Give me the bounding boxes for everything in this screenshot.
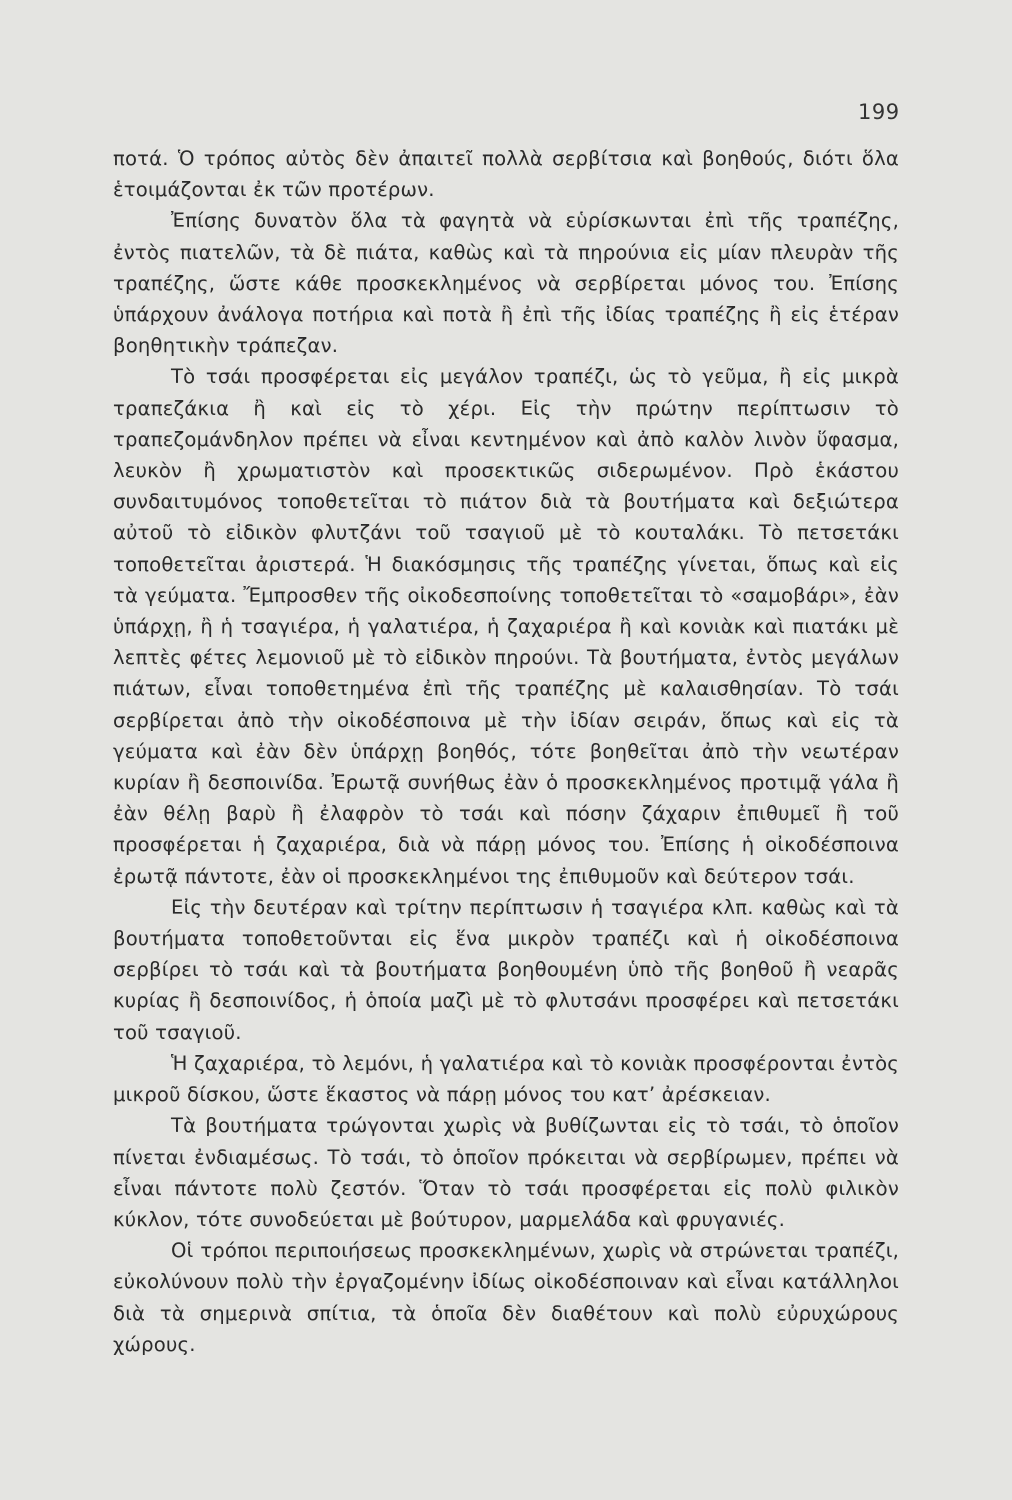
page-number: 199 xyxy=(858,100,900,124)
paragraph-1: ποτά. Ὁ τρόπος αὐτὸς δὲν ἀπαιτεῖ πολλὰ σερβίτσια καὶ βοηθούς, διότι ὅλα ἑτοιμάζονται ἐκ τῶν προτέρων. xyxy=(113,147,899,202)
paragraph-2: Ἐπίσης δυνατὸν ὅλα τὰ φαγητὰ νὰ εὑρίσκωνται ἐπὶ τῆς τραπέζης, ἐντὸς πιατελῶν, τὰ δὲ πιάτα, καθὼς καὶ τὰ πηρούνια εἰς μίαν πλευρὰν τῆς τραπέζης, ὥστε κάθε προσκεκλημένος νὰ σερβίρεται μόνος του. Ἐπίσης ὑπάρχουν ἀνάλογα ποτήρια καὶ ποτὰ ἢ ἐπὶ τῆς ἰδίας τραπέζης ἢ εἰς ἑτέραν βοηθητικὴν τράπεζαν. xyxy=(113,209,899,358)
paragraph-5: Ἡ ζαχαριέρα, τὸ λεμόνι, ἡ γαλατιέρα καὶ τὸ κονιὰκ προσφέρονται ἐντὸς μικροῦ δίσκου, ὥστε ἕκαστος νὰ πάρῃ μόνος του κατ’ ἀρέσκειαν. xyxy=(113,1051,899,1107)
body-text xyxy=(113,143,899,1360)
paragraph-3: Τὸ τσάι προσφέρεται εἰς μεγάλον τραπέζι, ὡς τὸ γεῦμα, ἢ εἰς μικρὰ τραπεζάκια ἢ καὶ εἰς τὸ χέρι. Εἰς τὴν πρώτην περίπτωσιν τὸ τραπεζομάνδηλον πρέπει νὰ εἶναι κεντημένον καὶ ἀπὸ καλὸν λινὸν ὕφασμα, λευκὸν ἢ χρωματιστὸν καὶ προσεκτικῶς σιδερωμένον. Πρὸ ἑκάστου συνδαιτυμόνος τοποθετεῖται τὸ πιάτον διὰ τὰ βουτήματα καὶ δεξιώτερα αὐτοῦ τὸ εἰδικὸν φλυτζάνι τοῦ τσαγιοῦ μὲ τὸ κουταλάκι. Τὸ πετσετάκι τοποθετεῖται ἀριστερά. Ἡ διακόσμησις τῆς τραπέζης γίνεται, ὅπως καὶ εἰς τὰ γεύματα. Ἔμπροσθεν τῆς οἰκοδεσποίνης τοποθετεῖται τὸ «σαμοβάρι», ἐὰν ὑπάρχῃ, ἢ ἡ τσαγιέρα, ἡ γαλατιέρα, ἡ ζαχαριέρα ἢ καὶ κονιὰκ καὶ πιατάκι μὲ λεπτὲς φέτες λεμονιοῦ μὲ τὸ εἰδικὸν πηρούνι. Τὰ βουτήματα, ἐντὸς μεγάλων πιάτων, εἶναι τοποθετημένα ἐπὶ τῆς τραπέζης μὲ καλαισθησίαν. Τὸ τσάι σερβίρεται ἀπὸ τὴν οἰκοδέσποινα μὲ τὴν ἰδίαν σειράν, ὅπως καὶ εἰς τὰ γεύματα καὶ ἐὰν δὲν ὑπάρχῃ βοηθός, τότε βοηθεῖται ἀπὸ τὴν νεωτέραν κυρίαν ἢ δεσποινίδα. Ἐρωτᾷ συνήθως ἐὰν ὁ προσκεκλημένος προτιμᾷ γάλα ἢ ἐὰν θέλῃ βαρὺ ἢ ἐλαφρὸν τὸ τσάι καὶ πόσην ζάχαριν ἐπιθυμεῖ ἢ τοῦ προσφέρεται ἡ ζαχαριέρα, διὰ νὰ πάρῃ μόνος του. Ἐπίσης ἡ οἰκοδέσποινα ἐρωτᾷ πάντοτε, ἐὰν οἱ προσκεκλημένοι της ἐπιθυμοῦν καὶ δεύτερον τσάι. xyxy=(113,365,899,888)
paragraph-6: Τὰ βουτήματα τρώγονται χωρὶς νὰ βυθίζωνται εἰς τὸ τσάι, τὸ ὁποῖον πίνεται ἐνδιαμέσως. Τὸ τσάι, τὸ ὁποῖον πρόκειται νὰ σερβίρωμεν, πρέπει νὰ εἶναι πάντοτε πολὺ ζεστόν. Ὅταν τὸ τσάι προσφέρεται εἰς πολὺ φιλικὸν κύκλον, τότε συνοδεύεται μὲ βούτυρον, μαρμελάδα καὶ φρυγανιές. xyxy=(113,1114,899,1231)
paragraph-4: Εἰς τὴν δευτέραν καὶ τρίτην περίπτωσιν ἡ τσαγιέρα κλπ. καθὼς καὶ τὰ βουτήματα τοποθετοῦνται εἰς ἕνα μικρὸν τραπέζι καὶ ἡ οἰκοδέσποινα σερβίρει τὸ τσάι καὶ τὰ βουτήματα βοηθουμένη ὑπὸ τῆς βοηθοῦ ἢ νεαρᾶς κυρίας ἢ δεσποινίδος, ἡ ὁποία μαζὶ μὲ τὸ φλυτσάνι προσφέρει καὶ πετσετάκι τοῦ τσαγιοῦ. xyxy=(113,895,899,1044)
paragraph-7: Οἱ τρόποι περιποιήσεως προσκεκλημένων, χωρὶς νὰ στρώνεται τραπέζι, εὐκολύνουν πολὺ τὴν ἐργαζομένην ἰδίως οἰκοδέσποιναν καὶ εἶναι κατάλληλοι διὰ τὰ σημερινὰ σπίτια, τὰ ὁποῖα δὲν διαθέτουν καὶ πολὺ εὐρυχώρους χώρους. xyxy=(113,1239,899,1356)
